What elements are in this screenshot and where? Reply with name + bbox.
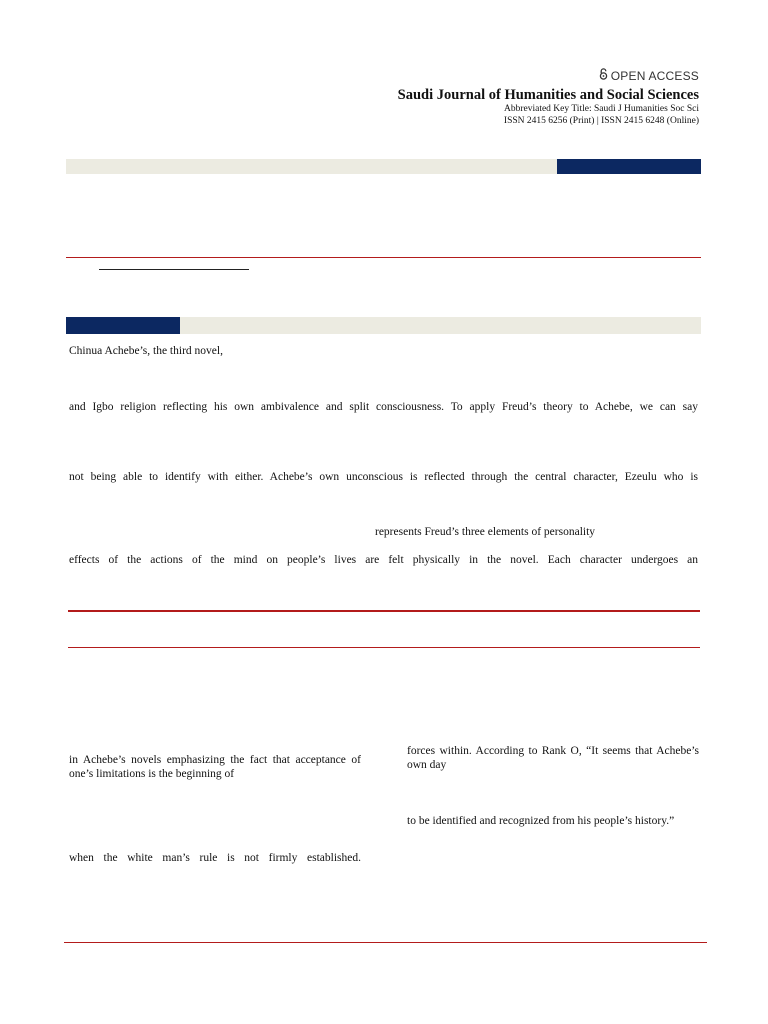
abstract-line-1: Chinua Achebe’s, the third novel,: [69, 345, 223, 357]
issn-line: ISSN 2415 6256 (Print) | ISSN 2415 6248 (Online): [503, 116, 699, 126]
abstract-line-4: represents Freud’s three elements of personality: [375, 526, 596, 538]
abstract-band: [180, 317, 701, 334]
header-band-accent: [557, 159, 701, 174]
right-column-para-1: forces within. According to Rank O, “It seems that Achebe’s own day: [407, 745, 699, 771]
open-access-lock-icon: [599, 68, 608, 83]
footer-divider: [64, 942, 707, 943]
header-band: [66, 159, 557, 174]
left-column-para-2: when the white man’s rule is not firmly established.: [69, 852, 361, 864]
footnote-divider: [99, 269, 249, 270]
abstract-line-3: not being able to identify with either. Achebe’s own unconscious is reflected through the central character, Ezeulu who is: [69, 471, 698, 483]
abstract-end-divider: [68, 610, 700, 612]
abstract-line-5: effects of the actions of the mind on people’s lives are felt physically in the novel. Each character undergoes an: [69, 554, 698, 566]
left-column-para-1: in Achebe’s novels emphasizing the fact that acceptance of one’s limitations is the beginning of: [69, 754, 361, 780]
abstract-band-accent: [66, 317, 180, 334]
open-access-text: OPEN ACCESS: [610, 69, 699, 83]
section-divider: [68, 647, 700, 648]
abstract-line-2: and Igbo religion reflecting his own ambivalence and split consciousness. To apply Freud’s theory to Achebe, we can say: [69, 401, 698, 413]
title-divider: [66, 257, 701, 258]
journal-title: Saudi Journal of Humanities and Social Sciences: [397, 87, 699, 103]
abbreviated-key-title: Abbreviated Key Title: Saudi J Humanities Soc Sci: [503, 104, 699, 114]
right-column-para-2: to be identified and recognized from his people’s history.”: [407, 815, 675, 827]
open-access-label: [599, 68, 699, 83]
